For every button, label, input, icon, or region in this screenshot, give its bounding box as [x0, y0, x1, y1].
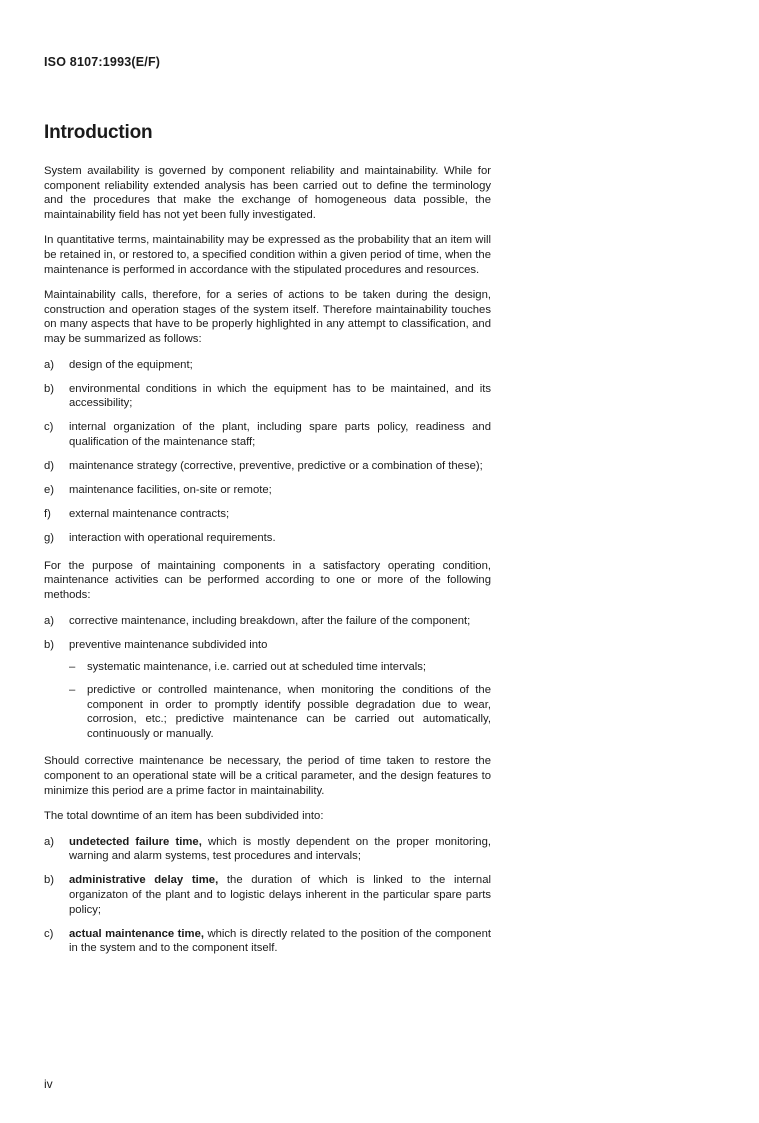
list-item-text: design of the equipment; — [69, 358, 193, 371]
list-marker: g) — [44, 532, 55, 545]
list-item-text: corrective maintenance, including breakdown, after the failure of the component; — [69, 614, 471, 627]
list-item — [44, 459, 491, 474]
dash-marker: – — [69, 683, 76, 696]
methods-list — [44, 614, 491, 742]
list-item-text: preventive maintenance subdivided into — [69, 638, 268, 651]
list-item-text: which is directly related to the position of the component in the system and to the component itself. — [69, 927, 491, 955]
list-item — [44, 382, 491, 411]
document-header: ISO 8107:1993(E/F) — [44, 55, 161, 69]
paragraph: In quantitative terms, maintainability may be expressed as the probability that an item will be retained in, or restored to, a specified condition within a given period of time, when the maintenance is performed in accordance with the stipulated procedures and resources. — [44, 234, 491, 276]
list-marker: c) — [44, 421, 54, 434]
list-marker: c) — [44, 927, 54, 940]
list-item — [44, 638, 491, 742]
list-item-text: internal organization of the plant, including spare parts policy, readiness and qualification of the maintenance staff; — [69, 421, 491, 448]
sub-list-item — [69, 683, 491, 741]
term: undetected failure time, — [69, 835, 202, 848]
list-marker: d) — [44, 460, 55, 472]
aspects-list — [44, 358, 491, 546]
list-item — [44, 531, 491, 546]
list-item — [44, 873, 491, 917]
term: administrative delay time, — [69, 874, 219, 887]
list-marker: b) — [44, 874, 55, 887]
list-item — [44, 614, 491, 629]
sub-list-item-text: predictive or controlled maintenance, when monitoring the conditions of the component in order to promptly identify possible degradation due to wear, corrosion, etc.; predictive maintenance can be carried out automatically, continuously or manually. — [87, 683, 491, 740]
list-item-text: which is mostly dependent on the proper monitoring, warning and alarm systems, test procedures and intervals; — [69, 835, 491, 863]
paragraph: For the purpose of maintaining components in a satisfactory operating condition, maintenance activities can be performed according to one or more of the following methods: — [44, 559, 491, 602]
list-item — [44, 420, 491, 449]
downtime-list — [44, 835, 491, 956]
sub-list-item — [69, 660, 491, 675]
document-body — [44, 164, 491, 969]
term: actual maintenance time, — [69, 927, 204, 940]
list-item — [44, 835, 491, 864]
sub-list-item-text: systematic maintenance, i.e. carried out at scheduled time intervals; — [87, 661, 427, 674]
page-number: iv — [44, 1077, 53, 1091]
paragraph: Should corrective maintenance be necessary, the period of time taken to restore the component to an operational state will be a critical parameter, and the design features to minimize this period are a prime factor in maintainability. — [44, 755, 491, 797]
list-marker: f) — [44, 508, 51, 521]
paragraph: Maintainability calls, therefore, for a series of actions to be taken during the design, construction and operation stages of the system itself. Therefore maintainability touches on many aspects that have to be properly highlighted in any attempt to classification, and may be summarized as follows: — [44, 289, 491, 345]
list-marker: a) — [44, 835, 55, 848]
paragraph: The total downtime of an item has been subdivided into: — [44, 810, 324, 823]
list-item — [44, 358, 491, 373]
list-item — [44, 507, 491, 522]
list-item-text: the duration of which is linked to the internal organizaton of the plant and to logistic delays inherent in the particular spare parts policy; — [69, 874, 491, 916]
list-item-text: environmental conditions in which the equipment has to be maintained, and its accessibility; — [69, 382, 491, 410]
list-item — [44, 927, 491, 956]
list-item-text: interaction with operational requirements. — [69, 532, 276, 545]
dash-marker: – — [69, 661, 76, 674]
page-title: Introduction — [44, 122, 153, 143]
list-item — [44, 483, 491, 498]
sub-list — [69, 660, 491, 741]
list-marker: a) — [44, 614, 55, 627]
paragraph: System availability is governed by component reliability and maintainability. While for component reliability extended analysis has been carried out to define the terminology and the procedures that make the exchange of homogeneous data possible, the maintainability field has not yet been fully investigated. — [44, 165, 491, 221]
list-marker: b) — [44, 382, 55, 395]
list-item-text: external maintenance contracts; — [69, 508, 230, 521]
list-item-text: maintenance strategy (corrective, preventive, predictive or a combination of these); — [69, 460, 483, 472]
list-item-text: maintenance facilities, on-site or remote; — [69, 484, 272, 497]
list-marker: a) — [44, 358, 55, 371]
list-marker: e) — [44, 484, 55, 497]
list-marker: b) — [44, 638, 55, 651]
